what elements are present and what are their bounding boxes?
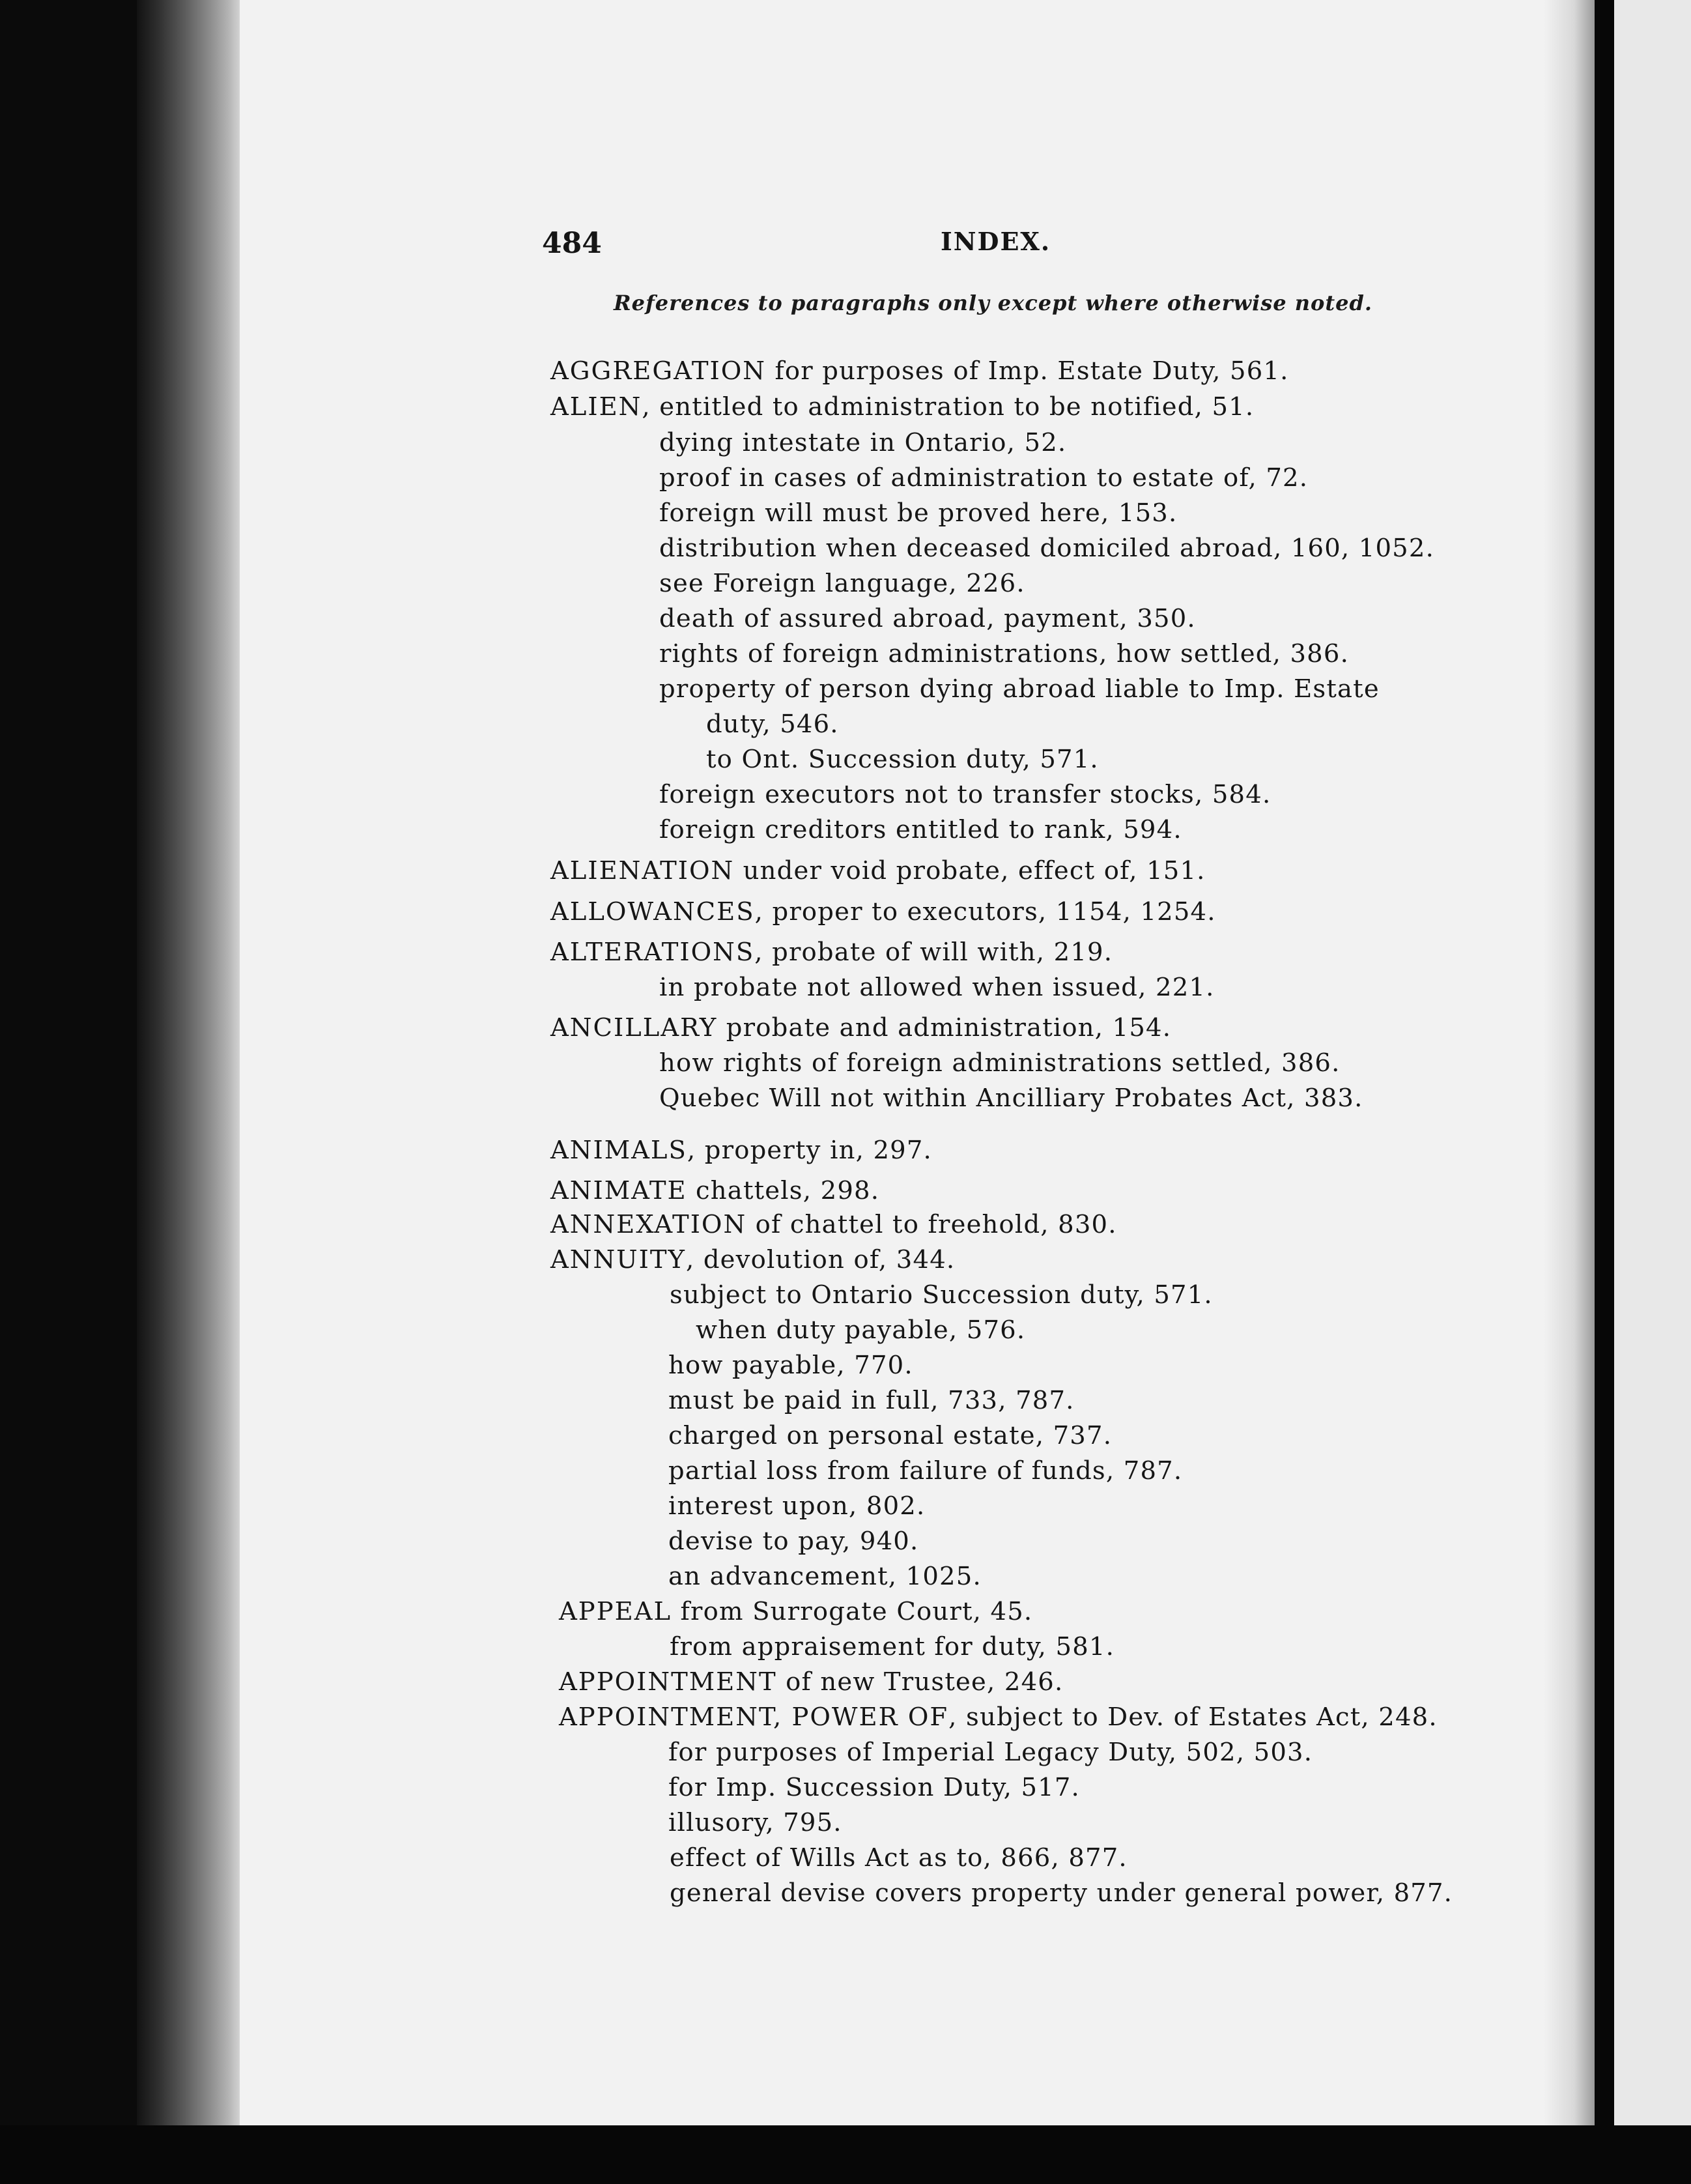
index-entry [559, 1703, 1438, 1732]
index-entry [550, 857, 1206, 885]
entry-text: , subject to Dev. of Estates Act, 248. [948, 1703, 1438, 1732]
entry-heading: ANIMATE [550, 1176, 687, 1205]
entry-text: of new Trustee, 246. [776, 1667, 1064, 1697]
index-entry [559, 1668, 1063, 1697]
index-entry [550, 938, 1113, 967]
index-subentry: for purposes of Imperial Legacy Duty, 502, 503. [668, 1738, 1313, 1767]
index-subentry: how rights of foreign administrations settled, 386. [659, 1048, 1341, 1078]
index-subentry: foreign will must be proved here, 153. [659, 498, 1178, 528]
index-subentry: interest upon, 802. [668, 1491, 926, 1521]
index-subentry: for Imp. Succession Duty, 517. [668, 1773, 1080, 1802]
entry-text: , devolution of, 344. [685, 1245, 956, 1274]
entry-heading: ANCILLARY [550, 1013, 718, 1042]
index-subentry: in probate not allowed when issued, 221. [659, 973, 1215, 1002]
entry-heading: ANIMALS [550, 1136, 687, 1165]
entry-heading: ALLOWANCES [550, 897, 755, 927]
index-subentry: death of assured abroad, payment, 350. [659, 604, 1196, 633]
entry-text: of chattel to freehold, 830. [746, 1210, 1117, 1239]
entry-text: , property in, 297. [687, 1136, 932, 1165]
entry-heading: ANNEXATION [550, 1210, 747, 1239]
index-entry [550, 393, 1254, 422]
index-subentry: effect of Wills Act as to, 866, 877. [670, 1843, 1128, 1873]
entry-text: , entitled to administration to be notified, 51. [642, 392, 1255, 422]
index-continuation: to Ont. Succession duty, 571. [706, 745, 1099, 774]
index-subentry: see Foreign language, 226. [659, 569, 1025, 598]
entry-heading: ALTERATIONS [550, 938, 755, 967]
index-subentry: from appraisement for duty, 581. [670, 1632, 1115, 1661]
entry-text: for purposes of Imp. Estate Duty, 561. [766, 356, 1289, 386]
index-subentry: property of person dying abroad liable to Imp. Estate [659, 674, 1380, 704]
index-subentry: how payable, 770. [668, 1351, 913, 1380]
entry-text: from Surrogate Court, 45. [672, 1597, 1033, 1626]
index-subentry: must be paid in full, 733, 787. [668, 1386, 1075, 1415]
index-entry [550, 1177, 879, 1205]
entry-heading: ALIEN [550, 392, 642, 422]
index-subentry: distribution when deceased domiciled abroad, 160, 1052. [659, 534, 1435, 563]
index-entry [550, 1211, 1117, 1239]
index-note: References to paragraphs only except where otherwise noted. [614, 291, 1372, 315]
index-entry [550, 1136, 932, 1165]
index-subentry: devise to pay, 940. [668, 1527, 919, 1556]
index-entry [550, 1014, 1171, 1042]
index-subentry: charged on personal estate, 737. [668, 1421, 1113, 1450]
entry-heading: APPOINTMENT, POWER OF [559, 1703, 949, 1732]
index-continuation: duty, 546. [706, 710, 839, 739]
entry-heading: ANNUITY [550, 1245, 686, 1274]
index-subentry: foreign executors not to transfer stocks, 584. [659, 780, 1272, 809]
page-title: INDEX. [941, 227, 1051, 256]
index-subentry: partial loss from failure of funds, 787. [668, 1456, 1183, 1486]
index-subentry: illusory, 795. [668, 1808, 842, 1837]
entry-heading: AGGREGATION [550, 356, 766, 386]
entry-heading: APPEAL [559, 1597, 672, 1626]
entry-heading: ALIENATION [550, 856, 735, 885]
index-subentry: an advancement, 1025. [668, 1562, 982, 1591]
index-subentry: foreign creditors entitled to rank, 594. [659, 815, 1182, 844]
index-subentry: rights of foreign administrations, how settled, 386. [659, 639, 1350, 668]
index-entry [550, 357, 1289, 386]
index-subentry: proof in cases of administration to estate of, 72. [659, 463, 1309, 493]
entry-text: , proper to executors, 1154, 1254. [754, 897, 1216, 927]
entry-text: , probate of will with, 219. [754, 938, 1113, 967]
index-subentry: Quebec Will not within Ancilliary Probates Act, 383. [659, 1084, 1363, 1113]
entry-heading: APPOINTMENT [559, 1667, 777, 1697]
entry-text: chattels, 298. [687, 1176, 880, 1205]
index-entry [550, 898, 1216, 927]
entry-text: under void probate, effect of, 151. [734, 856, 1206, 885]
index-subentry: general devise covers property under general power, 877. [670, 1878, 1453, 1908]
index-entry [550, 1246, 955, 1274]
index-subentry: dying intestate in Ontario, 52. [659, 428, 1067, 457]
index-continuation: when duty payable, 576. [696, 1315, 1026, 1345]
index-entry [559, 1598, 1032, 1626]
page-number: 484 [542, 227, 602, 260]
index-subentry: subject to Ontario Succession duty, 571. [670, 1280, 1213, 1310]
entry-text: probate and administration, 154. [717, 1013, 1172, 1042]
